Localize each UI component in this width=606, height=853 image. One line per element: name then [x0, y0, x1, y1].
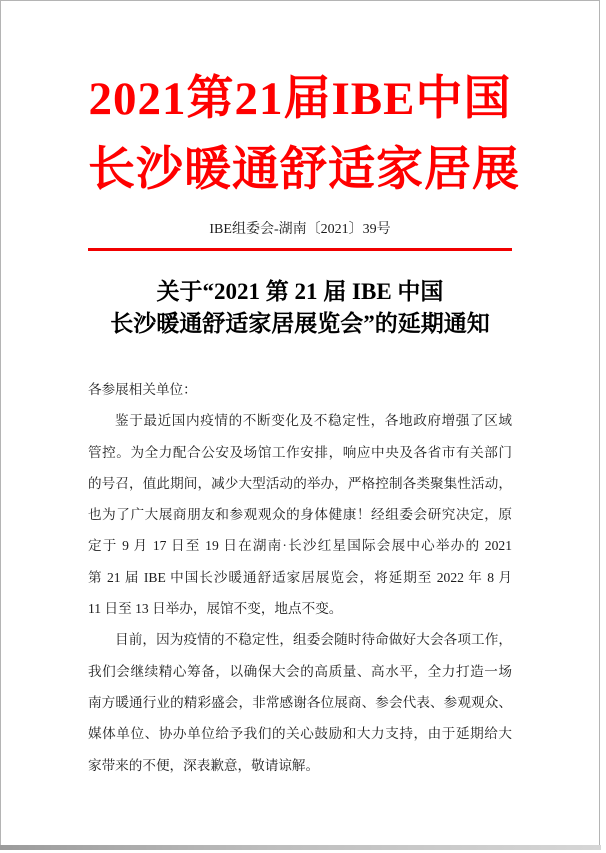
body-line: 11 日至 13 日举办，展馆不变，地点不变。 [88, 601, 343, 617]
banner-title-line1: 2021第21届IBE中国 [88, 73, 512, 125]
body-line: 鉴于最近国内疫情的不断变化及不稳定性，各地政府增强了区域 [115, 413, 512, 429]
body-line: 定于 9 月 17 日至 19 日在湖南·长沙红星国际会展中心举办的 2021 [88, 538, 512, 554]
body-line: 管控。为全力配合公安及场馆工作安排，响应中央及各省市有关部门 [88, 444, 512, 460]
body-line: 家带来的不便，深表歉意，敬请谅解。 [88, 757, 320, 773]
body-line: 的号召，值此期间，减少大型活动的举办，严格控制各类聚集性活动， [88, 475, 512, 491]
banner-title-line2: 长沙暖通舒适家居展 [88, 144, 520, 196]
document-content [1, 1, 599, 781]
doc-number: IBE组委会-湖南〔2021〕39号 [209, 222, 391, 237]
body-line: 目前，因为疫情的不稳定性，组委会随时待命做好大会各项工作， [115, 632, 512, 648]
notice-heading-line1: 关于“2021 第 21 届 IBE 中国 [156, 279, 444, 304]
body-line: 我们会继续精心筹备，以确保大会的高质量、高水平，全力打造一场 [88, 663, 512, 679]
notice-heading-line2: 长沙暖通舒适家居展览会”的延期通知 [110, 311, 490, 336]
salutation: 各参展相关单位： [88, 382, 197, 397]
red-divider-rule [88, 248, 512, 251]
notice-heading [88, 276, 512, 340]
notice-body [88, 374, 512, 781]
banner-title [88, 64, 520, 206]
page-bottom-shadow [0, 845, 601, 850]
body-line: 媒体单位、协办单位给予我们的关心鼓励和大力支持，由于延期给大 [88, 726, 512, 742]
body-line: 也为了广大展商朋友和参观观众的身体健康！经组委会研究决定，原 [88, 507, 512, 523]
body-line: 第 21 届 IBE 中国长沙暖通舒适家居展览会，将延期至 2022 年 8 月 [88, 569, 512, 585]
body-line: 南方暖通行业的精彩盛会，非常感谢各位展商、参会代表、参观观众、 [88, 694, 512, 710]
